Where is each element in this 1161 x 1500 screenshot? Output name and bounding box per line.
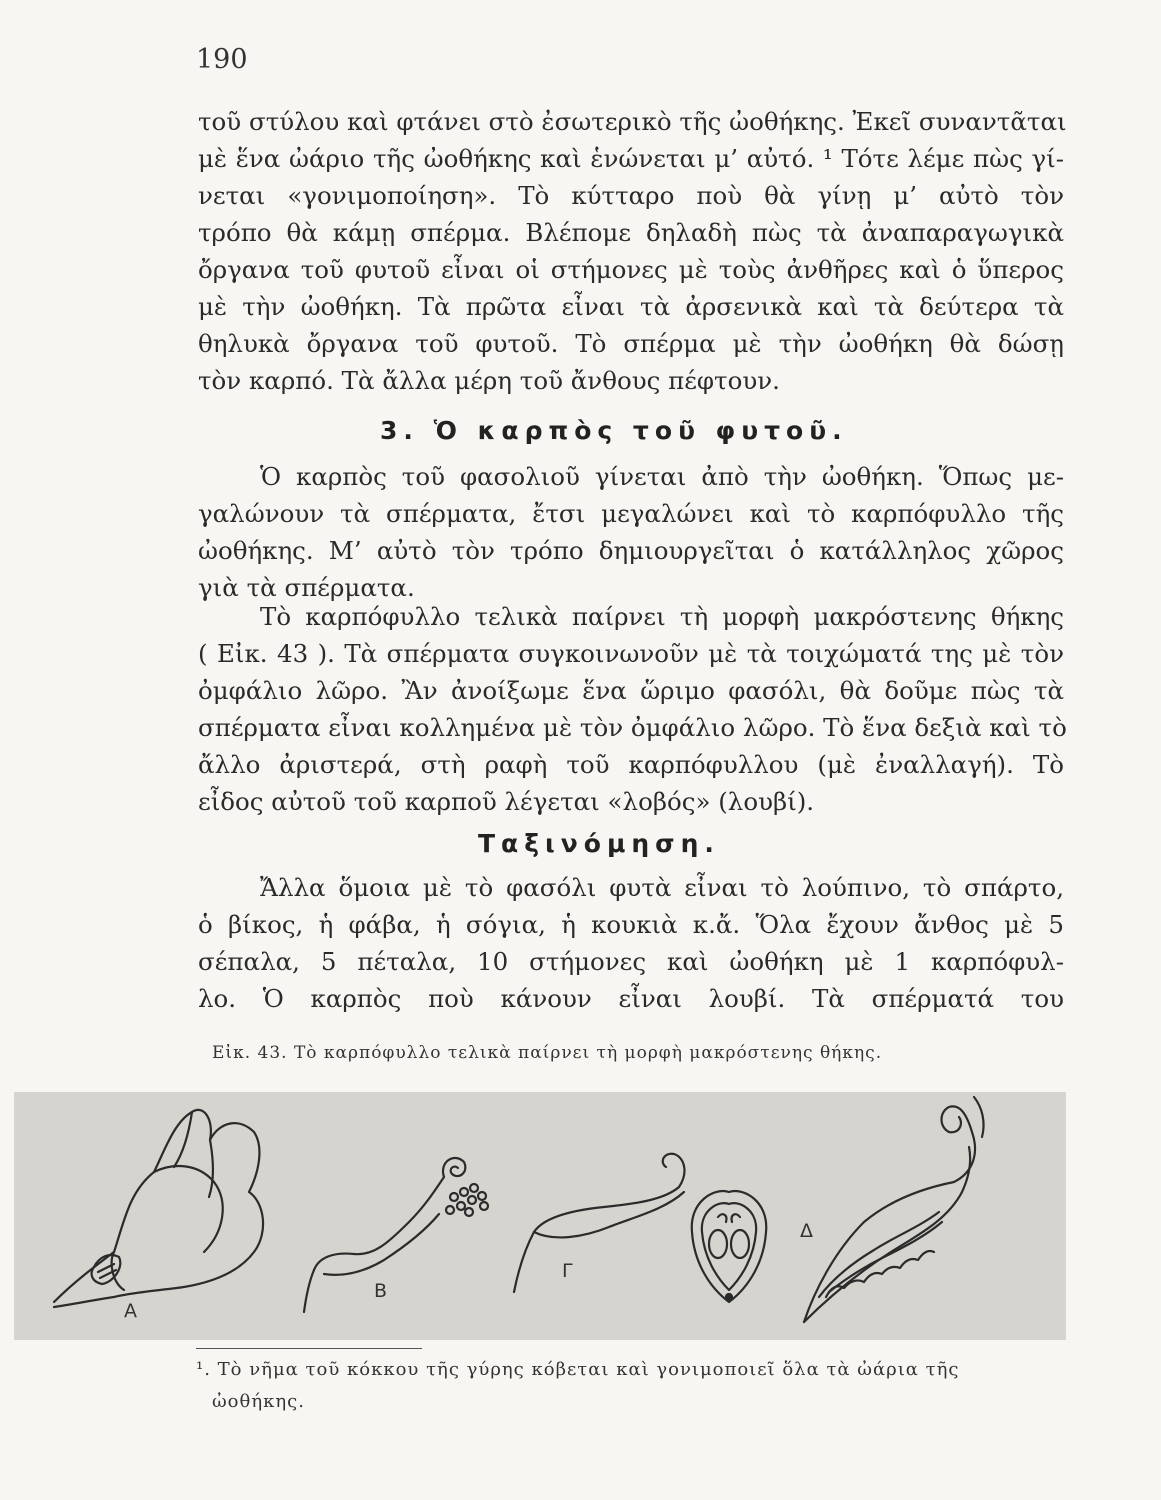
text-line: ὀμφάλιο λῶρο. Ἂν ἀνοίξωμε ἕνα ὥριμο φασόλι, θὰ δοῦμε πὼς τὰ bbox=[198, 676, 1064, 705]
text-line: μὲ ἕνα ὠάριο τῆς ὠοθήκης καὶ ἑνώνεται μ’ αὐτό. ¹ Τότε λέμε πὼς γί- bbox=[198, 144, 1064, 173]
figure-43 bbox=[14, 1092, 1066, 1340]
figure-label-c: Γ bbox=[562, 1260, 573, 1282]
text-line: ὠοθήκης. Μ’ αὐτὸ τὸν τρόπο δημιουργεῖται ὁ κατάλληλος χῶρος bbox=[198, 536, 1064, 565]
footnote bbox=[196, 1354, 1062, 1418]
figure-illustration bbox=[14, 1092, 1066, 1340]
paragraph-fruit-2 bbox=[198, 598, 1067, 820]
paragraph-classification bbox=[198, 869, 1064, 1017]
footnote-rule bbox=[196, 1348, 422, 1349]
text-line: ὁ βίκος, ἡ φάβα, ἡ σόγια, ἡ κουκιὰ κ.ἄ. Ὅλα ἔχουν ἄνθος μὲ 5 bbox=[198, 910, 1064, 939]
text-line: Τὸ καρπόφυλλο τελικὰ παίρνει τὴ μορφὴ μακρόστενης θήκης bbox=[260, 602, 1064, 631]
text-line: θηλυκὰ ὄργανα τοῦ φυτοῦ. Τὸ σπέρμα μὲ τὴν ὠοθήκη θὰ δώσῃ bbox=[198, 329, 1064, 358]
text-line: Ἄλλα ὅμοια μὲ τὸ φασόλι φυτὰ εἶναι τὸ λούπινο, τὸ σπάρτο, bbox=[260, 873, 1064, 902]
footnote-line: ὠοθήκης. bbox=[212, 1391, 305, 1412]
text-line: τὸν καρπό. Τὰ ἄλλα μέρη τοῦ ἄνθους πέφτουν. bbox=[198, 366, 780, 395]
text-line: ὄργανα τοῦ φυτοῦ εἶναι οἱ στήμονες μὲ τοὺς ἀνθῆρες καὶ ὁ ὕπερος bbox=[198, 255, 1064, 284]
figure-caption: Εἰκ. 43. Τὸ καρπόφυλλο τελικὰ παίρνει τὴ μορφὴ μακρόστενης θήκης. bbox=[212, 1043, 883, 1063]
text-line: σέπαλα, 5 πέταλα, 10 στήμονες καὶ ὠοθήκη μὲ 1 καρπόφυλ- bbox=[198, 947, 1064, 976]
footnote-line: ¹. Τὸ νῆμα τοῦ κόκκου τῆς γύρης κόβεται καὶ γονιμοποιεῖ ὅλα τὰ ὠάρια τῆς bbox=[196, 1359, 960, 1380]
text-line: ( Εἰκ. 43 ). Τὰ σπέρματα συγκοινωνοῦν μὲ τὰ τοιχώματά της μὲ τὸν bbox=[198, 639, 1064, 668]
text-line: γαλώνουν τὰ σπέρματα, ἔτσι μεγαλώνει καὶ τὸ καρπόφυλλο τῆς bbox=[198, 499, 1064, 528]
figure-label-a: Α bbox=[124, 1300, 137, 1322]
stamens-b-drawing bbox=[304, 1158, 488, 1312]
section-heading-fruit: 3. Ὁ καρπὸς τοῦ φυτοῦ. bbox=[380, 416, 848, 445]
text-line: νεται «γονιμοποίηση». Τὸ κύτταρο ποὺ θὰ γίνῃ μ’ αὐτὸ τὸν bbox=[198, 181, 1064, 210]
text-line: εἶδος αὐτοῦ τοῦ καρποῦ λέγεται «λοβός» (λουβί). bbox=[198, 787, 815, 816]
pod-cross-section-drawing bbox=[692, 1191, 766, 1302]
figure-label-d: Δ bbox=[800, 1220, 813, 1242]
text-line: Ὁ καρπὸς τοῦ φασολιοῦ γίνεται ἀπὸ τὴν ὠοθήκη. Ὅπως με- bbox=[260, 462, 1064, 491]
mature-pod-d-drawing bbox=[804, 1097, 984, 1322]
text-line: σπέρματα εἶναι κολλημένα μὲ τὸν ὀμφάλιο λῶρο. Τὸ ἕνα δεξιὰ καὶ τὸ bbox=[198, 713, 1067, 742]
text-line: λο. Ὁ καρπὸς ποὺ κάνουν εἶναι λουβί. Τὰ σπέρματά του bbox=[198, 984, 1064, 1013]
young-pod-c-drawing bbox=[514, 1154, 684, 1292]
paragraph-fruit-1 bbox=[198, 458, 1064, 606]
paragraph-intro bbox=[198, 103, 1067, 399]
text-line: γιὰ τὰ σπέρματα. bbox=[198, 573, 415, 602]
section-heading-classification: Ταξινόμηση. bbox=[478, 829, 720, 858]
page-number: 190 bbox=[196, 44, 248, 75]
flower-a-drawing bbox=[54, 1110, 263, 1307]
text-line: τρόπο θὰ κάμῃ σπέρμα. Βλέπομε δηλαδὴ πὼς τὰ ἀναπαραγωγικὰ bbox=[198, 218, 1064, 247]
text-line: μὲ τὴν ὠοθήκη. Τὰ πρῶτα εἶναι τὰ ἀρσενικὰ καὶ τὰ δεύτερα τὰ bbox=[198, 292, 1064, 321]
figure-label-b: Β bbox=[374, 1280, 388, 1302]
text-line: τοῦ στύλου καὶ φτάνει στὸ ἐσωτερικὸ τῆς ὠοθήκης. Ἐκεῖ συναντᾶται bbox=[198, 107, 1067, 136]
text-line: ἄλλο ἀριστερά, στὴ ραφὴ τοῦ καρπόφυλλου (μὲ ἐναλλαγή). Τὸ bbox=[198, 750, 1064, 779]
